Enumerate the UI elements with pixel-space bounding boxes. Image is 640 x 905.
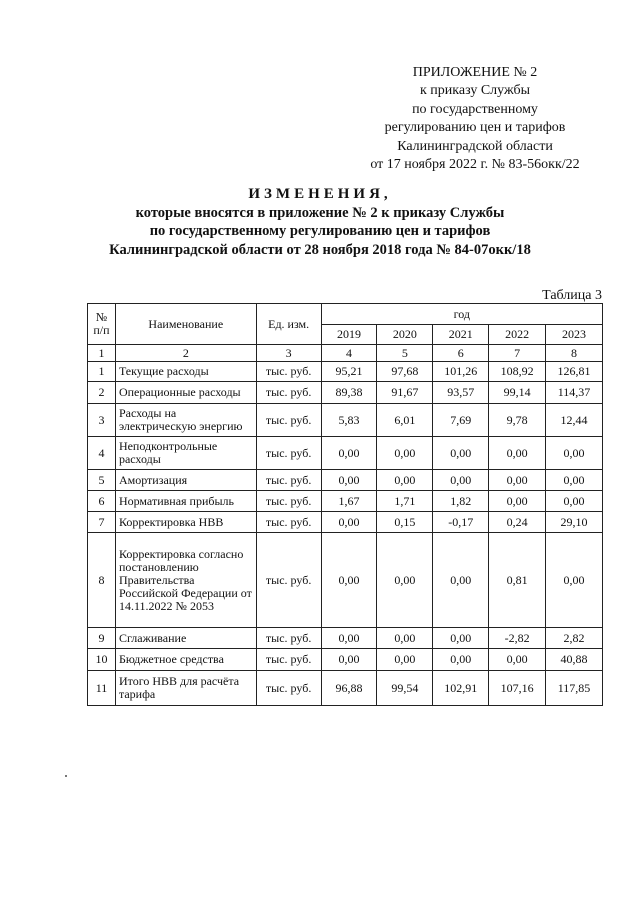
row-value: 0,00: [433, 437, 489, 470]
index-cell: 3: [256, 345, 321, 362]
row-value: 29,10: [546, 512, 603, 533]
row-value: 93,57: [433, 382, 489, 404]
row-value: 99,54: [377, 671, 433, 706]
row-value: 0,00: [377, 470, 433, 491]
row-unit: тыс. руб.: [256, 628, 321, 649]
row-value: 0,00: [433, 628, 489, 649]
row-value: 0,00: [433, 649, 489, 671]
document-title: [60, 184, 580, 259]
row-value: -0,17: [433, 512, 489, 533]
title-line: которые вносятся в приложение № 2 к приказу Службы: [135, 205, 505, 221]
row-number: 1: [88, 362, 116, 382]
table-row: [88, 491, 603, 512]
row-value: -2,82: [489, 628, 546, 649]
appendix-line: Калининградской области: [397, 138, 553, 154]
row-value: 0,24: [489, 512, 546, 533]
row-value: 0,00: [433, 470, 489, 491]
table-row: [88, 533, 603, 628]
appendix-line: регулированию цен и тарифов: [384, 120, 566, 136]
header-year: 2020: [377, 325, 433, 345]
row-value: 1,82: [433, 491, 489, 512]
row-value: 0,00: [546, 491, 603, 512]
appendix-header: [340, 64, 610, 174]
row-value: 0,00: [546, 437, 603, 470]
index-cell: 4: [321, 345, 377, 362]
row-name: Нормативная прибыль: [115, 491, 256, 512]
row-value: 117,85: [546, 671, 603, 706]
row-value: 102,91: [433, 671, 489, 706]
table-row: [88, 628, 603, 649]
header-year-group: год: [321, 304, 602, 325]
row-number: 4: [88, 437, 116, 470]
row-value: 114,37: [546, 382, 603, 404]
row-value: 91,67: [377, 382, 433, 404]
row-number: 3: [88, 404, 116, 437]
row-value: 0,00: [377, 533, 433, 628]
row-value: 9,78: [489, 404, 546, 437]
index-cell: 8: [546, 345, 603, 362]
row-number: 8: [88, 533, 116, 628]
row-name: Корректировка НВВ: [115, 512, 256, 533]
row-name: Итого НВВ для расчёта тарифа: [115, 671, 256, 706]
row-value: 108,92: [489, 362, 546, 382]
index-cell: 7: [489, 345, 546, 362]
table-row: [88, 512, 603, 533]
row-value: 7,69: [433, 404, 489, 437]
row-name: Сглаживание: [115, 628, 256, 649]
scan-speck: [65, 775, 67, 777]
appendix-line: ПРИЛОЖЕНИЕ № 2: [412, 65, 538, 80]
row-number: 9: [88, 628, 116, 649]
row-value: 0,00: [377, 628, 433, 649]
row-name: Бюджетное средства: [115, 649, 256, 671]
row-value: 0,00: [321, 628, 377, 649]
row-value: 95,21: [321, 362, 377, 382]
table-header-row: [88, 304, 603, 325]
row-unit: тыс. руб.: [256, 491, 321, 512]
row-value: 40,88: [546, 649, 603, 671]
row-value: 101,26: [433, 362, 489, 382]
header-name: Наименование: [115, 304, 256, 345]
row-value: 0,00: [321, 437, 377, 470]
row-value: 1,67: [321, 491, 377, 512]
row-value: 99,14: [489, 382, 546, 404]
table-row: [88, 382, 603, 404]
row-unit: тыс. руб.: [256, 649, 321, 671]
row-value: 0,00: [489, 491, 546, 512]
table-row: [88, 362, 603, 382]
row-value: 0,00: [321, 649, 377, 671]
index-cell: 5: [377, 345, 433, 362]
header-year: 2019: [321, 325, 377, 345]
row-value: 6,01: [377, 404, 433, 437]
row-name: Неподконтрольные расходы: [115, 437, 256, 470]
header-year: 2022: [489, 325, 546, 345]
row-value: 0,00: [377, 437, 433, 470]
row-value: 0,15: [377, 512, 433, 533]
row-number: 2: [88, 382, 116, 404]
title-line: по государственному регулированию цен и тарифов: [149, 223, 491, 240]
title-main: ИЗМЕНЕНИЯ,: [248, 186, 392, 202]
row-name: Текущие расходы: [115, 362, 256, 382]
appendix-line: по государственному: [412, 101, 538, 117]
header-year: 2023: [546, 325, 603, 345]
table-caption: Таблица 3: [542, 288, 602, 303]
row-value: 0,00: [321, 512, 377, 533]
row-unit: тыс. руб.: [256, 533, 321, 628]
row-unit: тыс. руб.: [256, 404, 321, 437]
row-unit: тыс. руб.: [256, 512, 321, 533]
row-value: 0,00: [377, 649, 433, 671]
row-value: 107,16: [489, 671, 546, 706]
row-number: 10: [88, 649, 116, 671]
row-name: Расходы на электрическую энергию: [115, 404, 256, 437]
row-value: 126,81: [546, 362, 603, 382]
table-row: [88, 649, 603, 671]
table-row: [88, 470, 603, 491]
row-number: 6: [88, 491, 116, 512]
row-name: Амортизация: [115, 470, 256, 491]
row-value: 0,00: [489, 649, 546, 671]
row-value: 1,71: [377, 491, 433, 512]
row-value: 0,00: [433, 533, 489, 628]
row-value: 12,44: [546, 404, 603, 437]
appendix-line: от 17 ноября 2022 г. № 83-56окк/22: [370, 157, 580, 173]
table-index-row: [88, 345, 603, 362]
title-line: Калининградской области от 28 ноября 2018 года № 84-07окк/18: [109, 241, 531, 258]
row-unit: тыс. руб.: [256, 382, 321, 404]
row-value: 97,68: [377, 362, 433, 382]
appendix-line: к приказу Службы: [420, 83, 530, 99]
row-unit: тыс. руб.: [256, 671, 321, 706]
index-cell: 6: [433, 345, 489, 362]
row-name: Операционные расходы: [115, 382, 256, 404]
row-value: 0,00: [546, 533, 603, 628]
row-unit: тыс. руб.: [256, 470, 321, 491]
header-unit: Ед. изм.: [256, 304, 321, 345]
header-num: № п/п: [88, 304, 116, 345]
row-value: 2,82: [546, 628, 603, 649]
table-row: [88, 437, 603, 470]
row-unit: тыс. руб.: [256, 437, 321, 470]
header-year: 2021: [433, 325, 489, 345]
row-name: Корректировка согласно постановлению Правительства Российской Федерации от 14.11.2022 № 2053: [115, 533, 256, 628]
row-number: 5: [88, 470, 116, 491]
index-cell: 2: [115, 345, 256, 362]
row-unit: тыс. руб.: [256, 362, 321, 382]
row-value: 96,88: [321, 671, 377, 706]
row-number: 7: [88, 512, 116, 533]
row-number: 11: [88, 671, 116, 706]
row-value: 89,38: [321, 382, 377, 404]
index-cell: 1: [88, 345, 116, 362]
table-row: [88, 671, 603, 706]
row-value: 0,00: [489, 470, 546, 491]
table-row: [88, 404, 603, 437]
row-value: 0,00: [321, 470, 377, 491]
row-value: 0,00: [321, 533, 377, 628]
row-value: 5,83: [321, 404, 377, 437]
row-value: 0,00: [546, 470, 603, 491]
tariff-table: [87, 303, 603, 706]
row-value: 0,81: [489, 533, 546, 628]
row-value: 0,00: [489, 437, 546, 470]
